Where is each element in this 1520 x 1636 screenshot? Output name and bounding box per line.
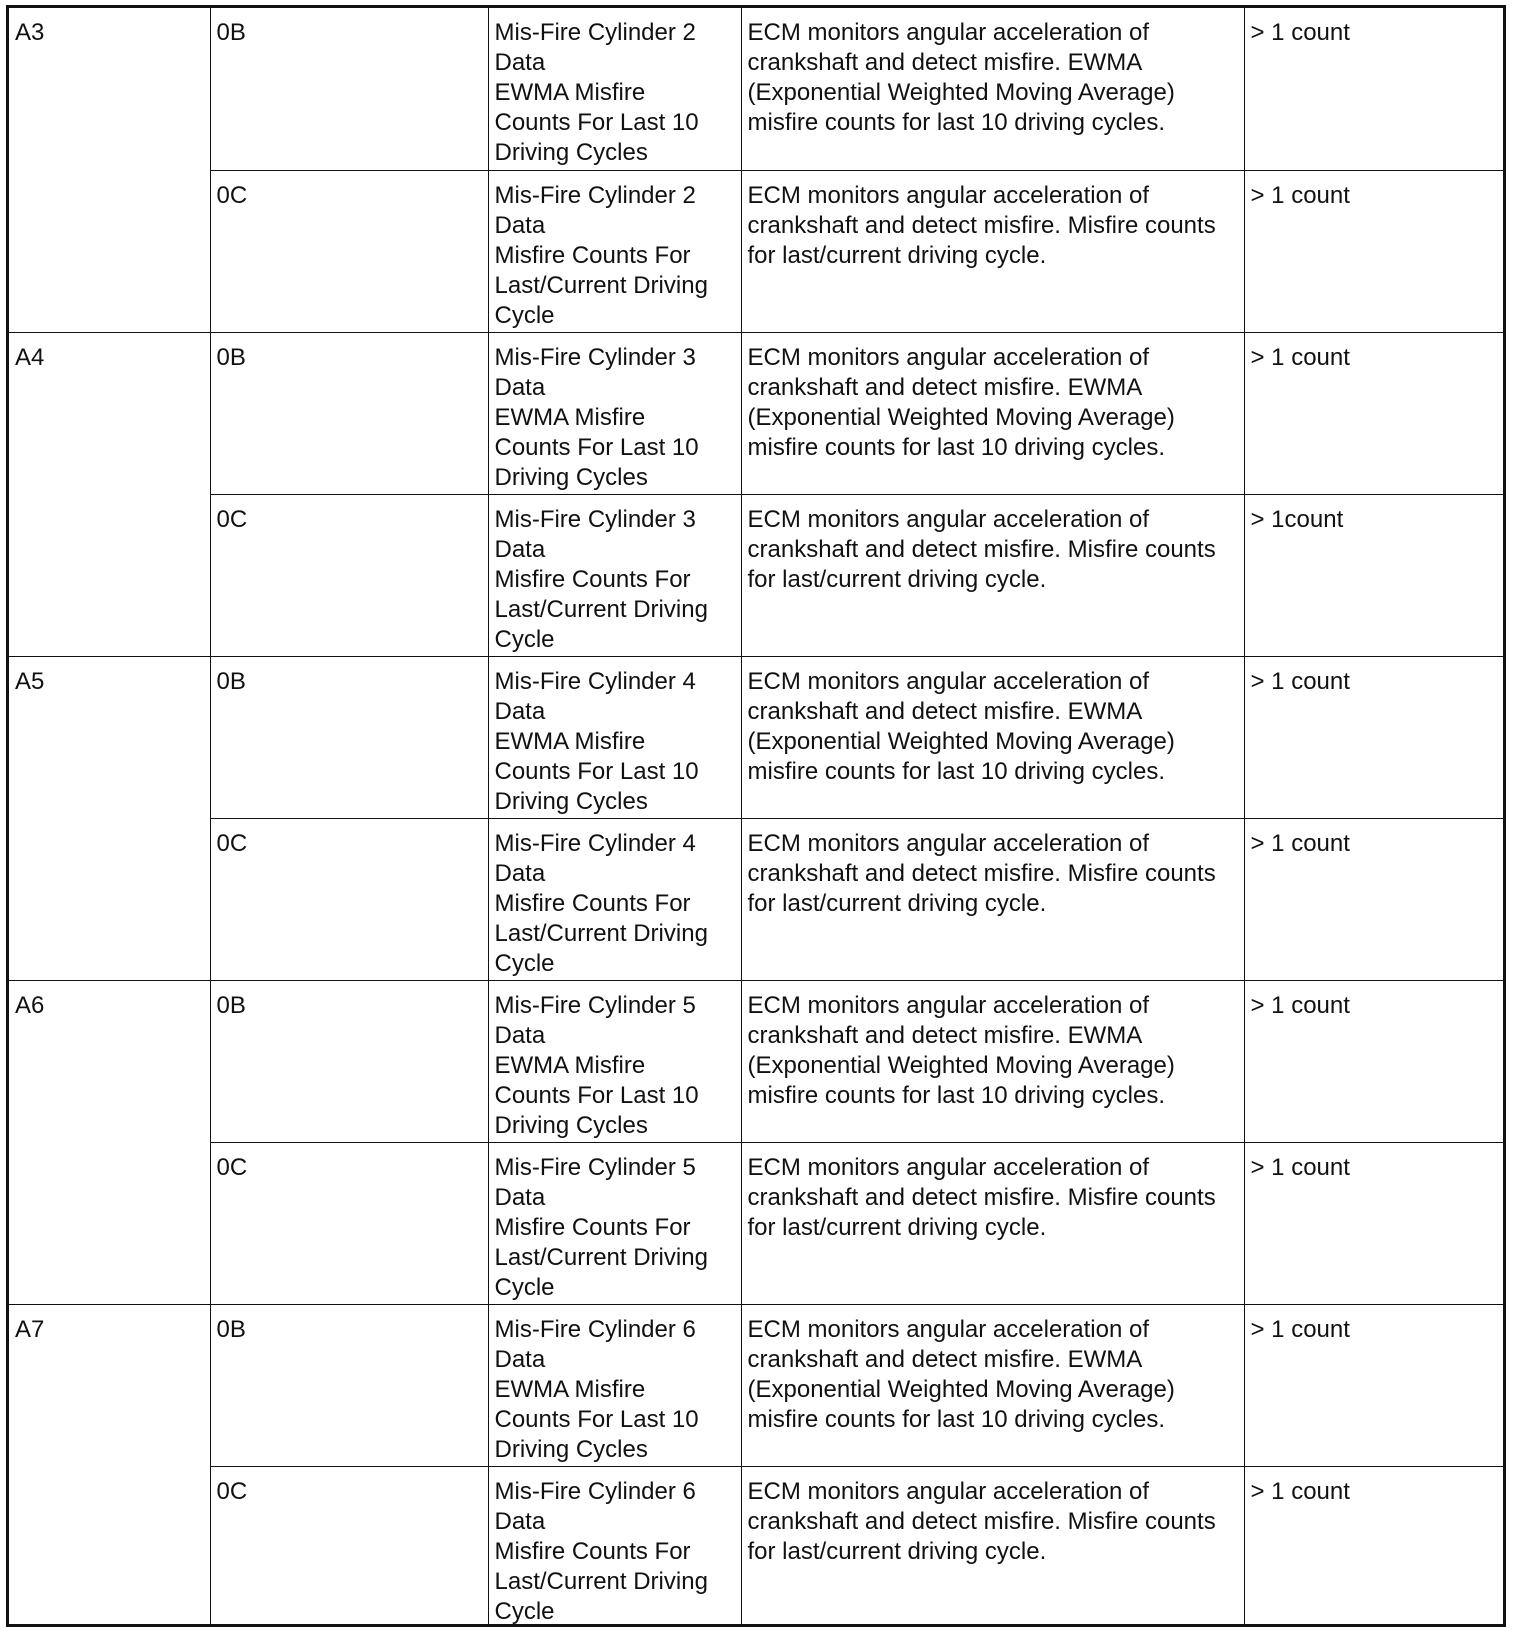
description-line: ECM monitors angular acceleration of xyxy=(747,991,1150,1019)
description-line: ECM monitors angular acceleration of xyxy=(747,1153,1150,1181)
data-name-cell xyxy=(488,170,741,332)
data-name-line: Mis-Fire Cylinder 6 xyxy=(494,1477,696,1505)
sub-code-cell: 0B xyxy=(210,980,488,1142)
data-name-line: Data xyxy=(494,1183,546,1211)
table-row xyxy=(9,656,1503,818)
threshold-cell: > 1 count xyxy=(1244,818,1503,980)
table-row xyxy=(9,980,1503,1142)
threshold-cell: > 1 count xyxy=(1244,8,1503,170)
description-cell xyxy=(741,332,1244,494)
table-row xyxy=(9,818,1503,980)
description-line: (Exponential Weighted Moving Average) xyxy=(747,1375,1175,1403)
data-name-line: Cycle xyxy=(494,949,555,977)
description-line: ECM monitors angular acceleration of xyxy=(747,1315,1150,1343)
data-name-line: Mis-Fire Cylinder 4 xyxy=(494,667,696,695)
data-name-line: Misfire Counts For xyxy=(494,241,691,269)
description-line: misfire counts for last 10 driving cycles. xyxy=(747,1405,1165,1433)
description-line: ECM monitors angular acceleration of xyxy=(747,181,1150,209)
mode-code-cell: A4 xyxy=(9,332,210,656)
data-name-line: Mis-Fire Cylinder 2 xyxy=(494,19,696,46)
description-line: crankshaft and detect misfire. Misfire counts xyxy=(747,1183,1216,1211)
data-name-cell xyxy=(488,980,741,1142)
sub-code-cell: 0C xyxy=(210,494,488,656)
data-name-line: Data xyxy=(494,1021,546,1049)
data-name-line: Driving Cycles xyxy=(494,1111,648,1139)
data-name-line: Last/Current Driving xyxy=(494,595,708,623)
data-name-line: Counts For Last 10 xyxy=(494,757,699,785)
description-cell xyxy=(741,980,1244,1142)
sub-code-cell: 0C xyxy=(210,818,488,980)
data-name-line: Mis-Fire Cylinder 5 xyxy=(494,1153,696,1181)
data-name-cell xyxy=(488,494,741,656)
threshold-cell: > 1 count xyxy=(1244,1466,1503,1627)
data-name-line: Mis-Fire Cylinder 3 xyxy=(494,343,696,371)
data-name-line: Mis-Fire Cylinder 2 xyxy=(494,181,696,209)
sub-code-cell: 0B xyxy=(210,8,488,170)
description-line: crankshaft and detect misfire. Misfire counts xyxy=(747,211,1216,239)
threshold-cell: > 1 count xyxy=(1244,1142,1503,1304)
data-name-line: Driving Cycles xyxy=(494,139,648,166)
description-cell xyxy=(741,1142,1244,1304)
data-name-cell xyxy=(488,656,741,818)
sub-code-cell: 0B xyxy=(210,332,488,494)
description-line: ECM monitors angular acceleration of xyxy=(747,667,1150,695)
description-line: ECM monitors angular acceleration of xyxy=(747,1477,1150,1505)
data-name-line: Misfire Counts For xyxy=(494,889,691,917)
data-name-line: Counts For Last 10 xyxy=(494,1081,699,1109)
description-line: (Exponential Weighted Moving Average) xyxy=(747,727,1175,755)
description-line: crankshaft and detect misfire. EWMA xyxy=(747,697,1143,725)
data-name-line: Last/Current Driving xyxy=(494,1567,708,1595)
data-name-line: Mis-Fire Cylinder 6 xyxy=(494,1315,696,1343)
description-line: ECM monitors angular acceleration of xyxy=(747,829,1150,857)
data-name-line: Driving Cycles xyxy=(494,787,648,815)
data-name-line: Driving Cycles xyxy=(494,463,648,491)
description-line: for last/current driving cycle. xyxy=(747,565,1047,593)
description-cell xyxy=(741,170,1244,332)
data-name-line: EWMA Misfire xyxy=(494,79,646,106)
data-name-line: Counts For Last 10 xyxy=(494,433,699,461)
sub-code-cell: 0B xyxy=(210,656,488,818)
data-name-line: Mis-Fire Cylinder 3 xyxy=(494,505,696,533)
description-line: for last/current driving cycle. xyxy=(747,1213,1047,1241)
misfire-data-table-frame xyxy=(6,5,1506,1627)
threshold-cell: > 1 count xyxy=(1244,170,1503,332)
sub-code-cell: 0C xyxy=(210,1142,488,1304)
data-name-line: Driving Cycles xyxy=(494,1435,648,1463)
data-name-line: Counts For Last 10 xyxy=(494,109,699,136)
data-name-line: Cycle xyxy=(494,1273,555,1301)
data-name-line: Last/Current Driving xyxy=(494,1243,708,1271)
table-row xyxy=(9,170,1503,332)
table-row xyxy=(9,494,1503,656)
misfire-data-table xyxy=(9,8,1503,1627)
table-row xyxy=(9,332,1503,494)
data-name-line: Data xyxy=(494,1507,546,1535)
description-line: (Exponential Weighted Moving Average) xyxy=(747,1051,1175,1079)
data-name-line: Last/Current Driving xyxy=(494,919,708,947)
data-name-line: Misfire Counts For xyxy=(494,565,691,593)
data-name-line: EWMA Misfire xyxy=(494,1051,646,1079)
description-line: misfire counts for last 10 driving cycles. xyxy=(747,1081,1165,1109)
table-body xyxy=(9,8,1503,1627)
sub-code-cell: 0B xyxy=(210,1304,488,1466)
description-line: ECM monitors angular acceleration of xyxy=(747,505,1150,533)
threshold-cell: > 1 count xyxy=(1244,656,1503,818)
description-cell xyxy=(741,1304,1244,1466)
data-name-line: Data xyxy=(494,1345,546,1373)
threshold-cell: > 1count xyxy=(1244,494,1503,656)
data-name-line: Last/Current Driving xyxy=(494,271,708,299)
threshold-cell: > 1 count xyxy=(1244,332,1503,494)
data-name-line: Data xyxy=(494,49,546,76)
data-name-line: EWMA Misfire xyxy=(494,403,646,431)
table-row xyxy=(9,8,1503,170)
mode-code-cell: A7 xyxy=(9,1304,210,1627)
description-line: crankshaft and detect misfire. EWMA xyxy=(747,373,1143,401)
description-line: crankshaft and detect misfire. Misfire counts xyxy=(747,535,1216,563)
data-name-line: Cycle xyxy=(494,625,555,653)
data-name-line: Counts For Last 10 xyxy=(494,1405,699,1433)
data-name-line: Data xyxy=(494,697,546,725)
data-name-line: Cycle xyxy=(494,301,555,329)
description-line: crankshaft and detect misfire. EWMA xyxy=(747,49,1143,76)
description-line: (Exponential Weighted Moving Average) xyxy=(747,79,1175,106)
data-name-line: Cycle xyxy=(494,1597,555,1625)
data-name-line: Misfire Counts For xyxy=(494,1213,691,1241)
description-cell xyxy=(741,8,1244,170)
data-name-cell xyxy=(488,818,741,980)
description-line: for last/current driving cycle. xyxy=(747,1537,1047,1565)
data-name-line: EWMA Misfire xyxy=(494,727,646,755)
table-row xyxy=(9,1304,1503,1466)
data-name-line: Data xyxy=(494,859,546,887)
data-name-line: Mis-Fire Cylinder 5 xyxy=(494,991,696,1019)
description-line: misfire counts for last 10 driving cycles. xyxy=(747,109,1165,136)
description-line: (Exponential Weighted Moving Average) xyxy=(747,403,1175,431)
description-line: crankshaft and detect misfire. EWMA xyxy=(747,1345,1143,1373)
data-name-cell xyxy=(488,332,741,494)
description-line: crankshaft and detect misfire. Misfire counts xyxy=(747,1507,1216,1535)
description-line: misfire counts for last 10 driving cycles. xyxy=(747,757,1165,785)
mode-code-cell: A6 xyxy=(9,980,210,1304)
description-cell xyxy=(741,1466,1244,1627)
data-name-line: Data xyxy=(494,211,546,239)
mode-code-cell: A5 xyxy=(9,656,210,980)
threshold-cell: > 1 count xyxy=(1244,1304,1503,1466)
description-cell xyxy=(741,494,1244,656)
description-cell xyxy=(741,656,1244,818)
data-name-line: Misfire Counts For xyxy=(494,1537,691,1565)
description-line: misfire counts for last 10 driving cycles. xyxy=(747,433,1165,461)
data-name-cell xyxy=(488,1304,741,1466)
data-name-line: EWMA Misfire xyxy=(494,1375,646,1403)
data-name-cell xyxy=(488,8,741,170)
data-name-line: Mis-Fire Cylinder 4 xyxy=(494,829,696,857)
description-line: crankshaft and detect misfire. EWMA xyxy=(747,1021,1143,1049)
data-name-line: Data xyxy=(494,535,546,563)
mode-code-cell: A3 xyxy=(9,8,210,332)
description-line: for last/current driving cycle. xyxy=(747,241,1047,269)
description-cell xyxy=(741,818,1244,980)
table-row xyxy=(9,1142,1503,1304)
description-line: ECM monitors angular acceleration of xyxy=(747,19,1150,46)
data-name-line: Data xyxy=(494,373,546,401)
table-row xyxy=(9,1466,1503,1627)
description-line: for last/current driving cycle. xyxy=(747,889,1047,917)
description-line: ECM monitors angular acceleration of xyxy=(747,343,1150,371)
sub-code-cell: 0C xyxy=(210,1466,488,1627)
sub-code-cell: 0C xyxy=(210,170,488,332)
description-line: crankshaft and detect misfire. Misfire counts xyxy=(747,859,1216,887)
data-name-cell xyxy=(488,1142,741,1304)
data-name-cell xyxy=(488,1466,741,1627)
threshold-cell: > 1 count xyxy=(1244,980,1503,1142)
